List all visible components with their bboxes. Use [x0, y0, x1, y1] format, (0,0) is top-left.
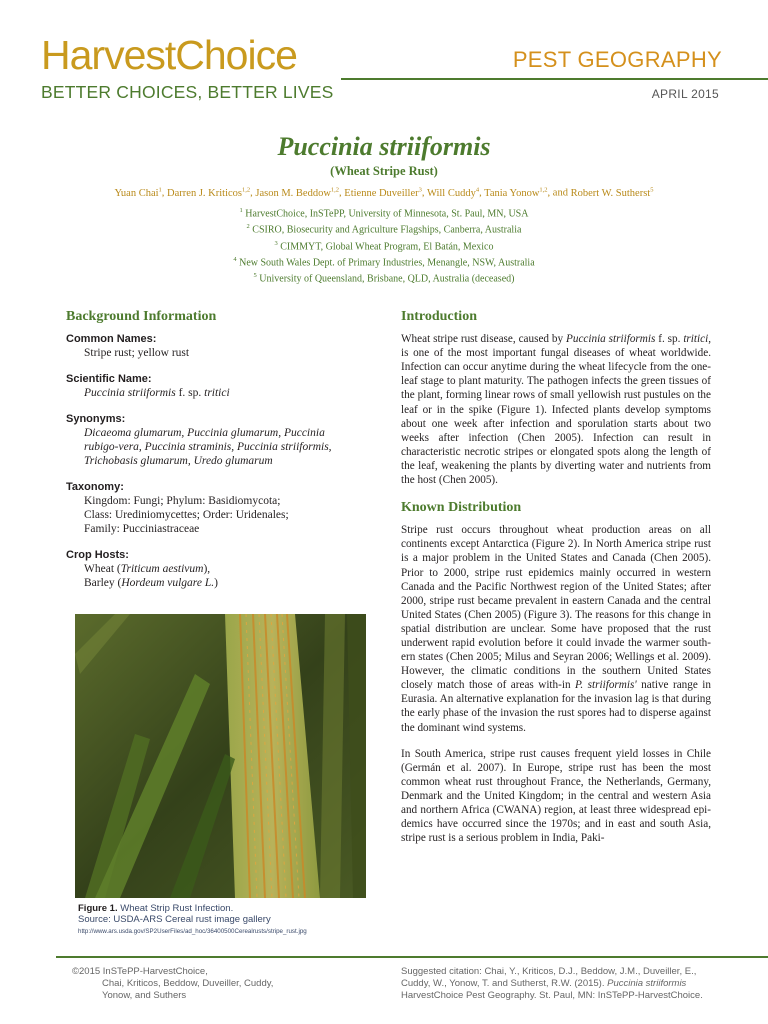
logo-wordmark: [41, 32, 333, 78]
document-subtitle: (Wheat Stripe Rust): [330, 164, 438, 178]
logo-tagline: BETTER CHOICES, BETTER LIVES: [41, 82, 334, 102]
synonyms-value: Dicaeoma glumarum, Puccinia glumarum, Puccinia rubigo-vera, Puccinia straminis, Puccinia striiformis, Trichobasis glumarum, Uredo glumarum: [84, 427, 332, 467]
affiliation: $^2$ CSIRO, Biosecurity and Agriculture Flagships, Canberra, Australia: [246, 223, 522, 236]
figure-source-url[interactable]: http://www.ars.usda.gov/SP2UserFiles/ad_hoc/36400500Cerealrusts/stripe_rust.jpg: [78, 928, 307, 935]
author: Jason M. Beddow$^{1,2}$: [255, 186, 340, 199]
affiliation-list: [0, 204, 768, 286]
background-information-section: [66, 310, 366, 590]
taxonomy-value: Kingdom: Fungi; Phylum: Basidiomycota; Class: Urediniomycettes; Order: Uridenales; Family: Pucciniastraceae: [84, 495, 289, 535]
author: Etienne Duveiller$^3$: [344, 186, 422, 199]
field-label: Common Names:: [66, 333, 157, 345]
affiliation: $^4$ New South Wales Dept. of Primary Industries, Menangle, NSW, Australia: [233, 255, 535, 269]
field-label: Taxonomy:: [66, 481, 124, 493]
leaf-illustration: [75, 614, 366, 898]
logo-part-harvest: Harvest: [41, 32, 176, 78]
crop-hosts-value: Wheat (Triticum aestivum), Barley (Hordeum vulgare L.): [84, 563, 218, 589]
author: Will Cuddy$^4$: [426, 186, 480, 199]
author: Tania Yonow$^{1,2}$: [484, 186, 548, 199]
field-label: Crop Hosts:: [66, 549, 129, 561]
introduction-heading: Introduction: [401, 309, 477, 324]
field-label: Scientific Name:: [66, 373, 152, 385]
author: Robert W. Sutherst$^5$: [570, 186, 654, 199]
field-label: Synonyms:: [66, 413, 126, 425]
common-names-value: Stripe rust; yellow rust: [84, 347, 190, 359]
author: Darren J. Kriticos$^{1,2}$: [167, 186, 251, 199]
main-text-column: [401, 310, 711, 845]
series-title: PEST GEOGRAPHY: [512, 47, 722, 72]
affiliation: $^1$ HarvestChoice, InSTePP, University of Minnesota, St. Paul, MN, USA: [239, 207, 529, 220]
scientific-name-value: Puccinia striiformis f. sp. tritici: [84, 387, 230, 399]
author-list: Yuan Chai$^1$, Darren J. Kriticos$^{1,2}$, Jason M. Beddow$^{1,2}$, Etienne Duveiller$^3$, Will Cuddy$^4$, Tania Yonow$^{1,2}$, and Robert W. Sutherst$^5$: [114, 186, 654, 199]
suggested-citation: Suggested citation: Chai, Y., Kriticos, D.J., Beddow, J.M., Duveiller, E., Cuddy, W., Yonow, T. and Sutherst, R.W. (2015). Puccinia striiformis HarvestChoice Pest Geography. St. Paul, MN: InSTePP-HarvestChoice.: [401, 966, 703, 1001]
figure-caption: Figure 1. Wheat Strip Rust Infection. Source: USDA-ARS Cereal rust image gallery: [78, 903, 271, 925]
affiliation: $^3$ CIMMYT, Global Wheat Program, El Batán, Mexico: [274, 239, 494, 252]
known-distribution-heading: Known Distribution: [401, 500, 522, 516]
author: Yuan Chai$^1$: [114, 186, 162, 199]
logo-part-choice: Choice: [175, 32, 297, 78]
copyright-notice: ©2015 InSTePP-HarvestChoice, Chai, Kriticos, Beddow, Duveiller, Cuddy, Yonow, and Suthers: [72, 966, 274, 1001]
document-title: Puccinia striiformis: [277, 132, 491, 161]
section-heading: Background Information: [66, 309, 217, 324]
introduction-paragraph: Wheat stripe rust disease, caused by Puccinia striiformis f. sp. tritici, is one of the most important fungal diseases of wheat worldwide. Infection can occur anytime during the wheat lifecycle from the one-leaf stage to plant maturity. The pathogen infects the green tissues of the plant, forming linear rows of small yellowish rust pustules on the leaf or in the spike (Figure 1). Infected plants develop symptoms about one week after infection and sporulation starts about two weeks after infection (Chen 2005). Infection can result in characteristic necrotic stripes or elongated spots along the length of the leaf, weakening the plants by diverting water and nutrients from the host (Chen 2005).: [401, 333, 711, 487]
distribution-paragraph: Stripe rust occurs throughout wheat production areas on all continents except Antarctica (Figure 2). In North America stripe rust is a major problem in the United States and Canada (Chen 2005). Prior to 2000, stripe rust epidemics mainly occurred in western Canada and the Pacific Northwest region of the United States; after 2000, stripe rust became prevalent in eastern Canada and the central United States (Chen 2005) (Figure 3). The reasons for this change in spatial distribution are unclear. Some have proposed that the rust underwent rapid evolution before it could invade the warmer south-ern states (Chen 2005; Milus and Seyran 2006; Wellings et al. 2009). However, the climatic conditions in the southern United States closely match those of areas with-in P. striiformis' native range in Eurasia. An alternative explanation for the invasion lag is that during the early phase of the invasion the rust spores had to disperse against the dominant wind systems.: [401, 524, 711, 734]
harvestchoice-logo: [41, 32, 333, 102]
publication-date: APRIL 2015: [651, 87, 719, 101]
footer-divider: [56, 956, 768, 958]
wheat-stripe-rust-photo: [75, 614, 366, 898]
distribution-paragraph: In South America, stripe rust causes frequent yield losses in Chile (Germán et al. 2007). In Europe, stripe rust has been the most common wheat rust throughout France, the Netherlands, Germany, Denmark and the United Kingdom; in the central and western Asia and northern Africa (CWANA) region, at least three widespread epi-demics have occurred since the 1970s; and in east and south Asia, stripe rust is a serious problem in India, Paki-: [401, 747, 711, 845]
header-divider: [341, 78, 768, 80]
affiliation: $^5$ University of Queensland, Brisbane, QLD, Australia (deceased): [253, 272, 515, 285]
